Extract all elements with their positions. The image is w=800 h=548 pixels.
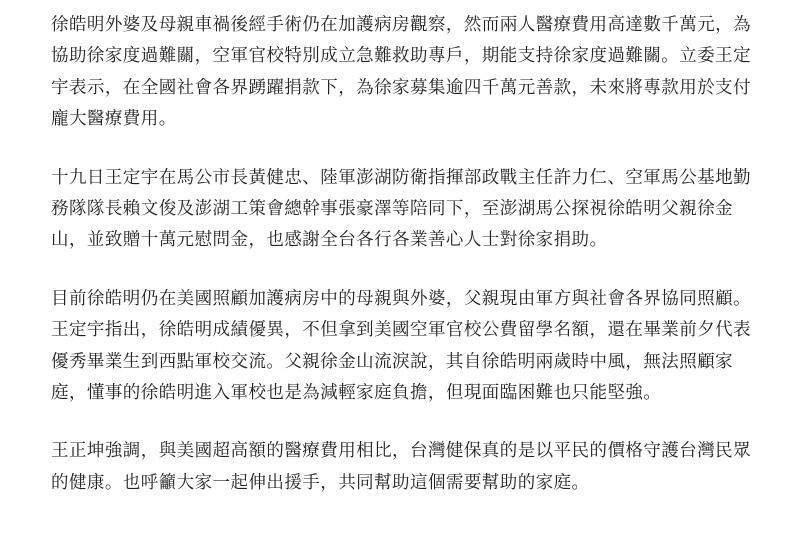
paragraph-line: 王正坤強調，與美國超高額的醫療費用相比，台灣健保真的是以平民的價格守護台灣民眾	[51, 441, 752, 462]
paragraph-line: 的健康。也呼籲大家一起伸出援手，共同幫助這個需要幫助的家庭。	[51, 472, 590, 493]
article-paragraph	[51, 163, 772, 257]
paragraph-line: 山，並致贈十萬元慰問金，也感謝全台各行各業善心人士對徐家捐助。	[51, 230, 608, 251]
paragraph-line: 十九日王定宇在馬公市長黃健忠、陸軍澎湖防衛指揮部政戰主任許力仁、空軍馬公基地勤	[51, 167, 752, 188]
paragraph-line: 庭，懂事的徐皓明進入軍校也是為減輕家庭負擔，但現面臨困難也只能堅強。	[51, 383, 662, 404]
paragraph-line: 龐大醫療費用。	[51, 109, 177, 130]
paragraph-line: 徐皓明外婆及母親車禍後經手術仍在加護病房觀察，然而兩人醫療費用高達數千萬元，為	[51, 15, 752, 35]
article-paragraph	[51, 436, 772, 499]
paragraph-line: 目前徐皓明仍在美國照顧加護病房中的母親與外婆，父親現由軍方與社會各界協同照顧。	[51, 288, 752, 309]
article-paragraph	[51, 284, 772, 410]
paragraph-line: 務隊隊長賴文俊及澎湖工策會總幹事張豪澤等陪同下，至澎湖馬公探視徐皓明父親徐金	[51, 199, 734, 220]
article-paragraph	[51, 10, 772, 136]
paragraph-line: 協助徐家度過難關，空軍官校特別成立急難救助專戶，期能支持徐家度過難關。立委王定	[51, 46, 752, 67]
paragraph-line: 王定宇指出，徐皓明成績優異，不但拿到美國空軍官校公費留學名額，還在畢業前夕代表	[51, 320, 752, 341]
paragraph-line: 優秀畢業生到西點軍校交流。父親徐金山流淚說，其自徐皓明兩歲時中風，無法照顧家	[51, 351, 734, 372]
paragraph-line: 宇表示，在全國社會各界踴躍捐款下，為徐家募集逾四千萬元善款，未來將專款用於支付	[51, 77, 752, 98]
